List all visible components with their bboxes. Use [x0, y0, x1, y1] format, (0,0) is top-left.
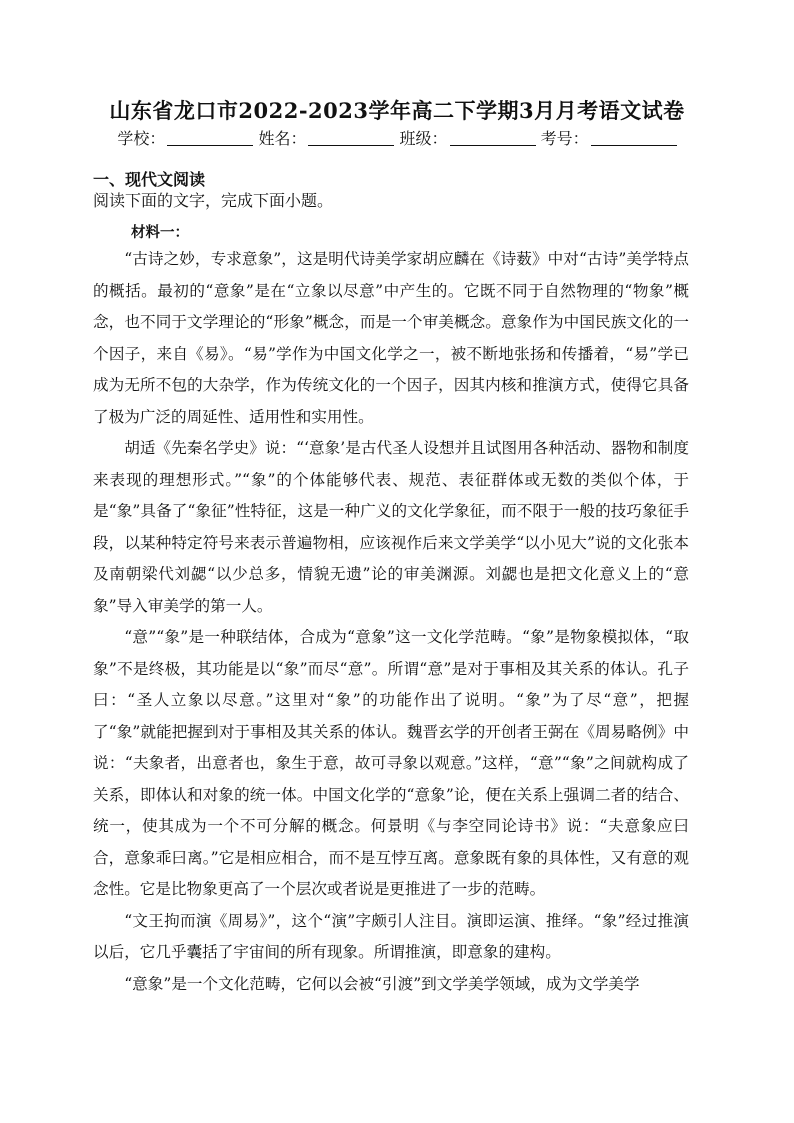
- class-field: [400, 126, 536, 149]
- reading-instruction: 阅读下面的文字，完成下面小题。: [93, 191, 334, 210]
- exam-title: 山东省龙口市2022-2023学年高二下学期3月月考语文试卷: [109, 98, 685, 123]
- class-blank[interactable]: [450, 131, 536, 146]
- school-label: 学校：: [117, 129, 166, 148]
- passage-paragraph: “文王拘而演《周易》”，这个“演”字颇引人注目。演即运演、推绎。“象”经过推演以后，它几乎囊括了宇宙间的所有现象。所谓推演，即意象的建构。: [93, 911, 689, 961]
- passage-paragraph: “意象”是一个文化范畴，它何以会被“引渡”到文学美学领域，成为文学美学: [124, 974, 640, 993]
- exam-number-field: [541, 126, 677, 149]
- passage-paragraph: “意”“象”是一种联结体，合成为“意象”这一文化学范畴。“象”是物象模拟体，“取象”不是终极，其功能是以“象”而尽“意”。所谓“意”是对于事相及其关系的体认。孔子曰：“圣人立象以尽意。”这里对“象”的功能作出了说明。“象”为了尽“意”，把握了“象”就能把握到对于事相及其关系的体认。魏晋玄学的开创者王弼在《周易略例》中说：“夫象者，出意者也，象生于意，故可寻象以观意。”这样，“意”“象”之间就构成了关系，即体认和对象的统一体。中国文化学的“意象”论，便在关系上强调二者的结合、统一，使其成为一个不可分解的概念。何景明《与李空同论诗书》说：“夫意象应曰合，意象乖曰离。”它是相应相合，而不是互悖互离。意象既有象的具体性，又有意的观念性。它是比物象更高了一个层次或者说是更推进了一步的范畴。: [93, 628, 689, 898]
- name-label: 姓名：: [258, 129, 307, 148]
- passage-paragraph: 胡适《先秦名学史》说：“‘意象’是古代圣人设想并且试图用各种活动、器物和制度来表现的理想形式。”“象”的个体能够代表、规范、表征群体或无数的类似个体，于是“象”具备了“象征”性特征，这是一种广义的文化学象征，而不限于一般的技巧象征手段，以某种特定符号来表示普遍物相，应该视作后来文学美学“以小见大”说的文化张本及南朝梁代刘勰“以少总多，情貌无遗”论的审美渊源。刘勰也是把文化意义上的“意象”导入审美学的第一人。: [93, 439, 689, 615]
- name-field: [258, 126, 394, 149]
- section-heading: 一、现代文阅读: [93, 170, 206, 189]
- material-label: 材料一：: [131, 224, 189, 241]
- class-label: 班级：: [399, 129, 448, 148]
- passage-paragraph: “古诗之妙，专求意象”，这是明代诗美学家胡应麟在《诗薮》中对“古诗”美学特点的概括。最初的“意象”是在“立象以尽意”中产生的。它既不同于自然物理的“物象”概念，也不同于文学理论的“形象”概念，而是一个审美概念。意象作为中国民族文化的一个因子，来自《易》。“易”学作为中国文化学之一，被不断地张扬和传播着，“易”学已成为无所不包的大杂学，作为传统文化的一个因子，因其内核和推演方式，使得它具备了极为广泛的周延性、适用性和实用性。: [93, 250, 689, 426]
- exam-number-blank[interactable]: [591, 131, 677, 146]
- exam-number-label: 考号：: [540, 129, 589, 148]
- school-blank[interactable]: [167, 131, 253, 146]
- name-blank[interactable]: [308, 131, 394, 146]
- school-field: [117, 126, 253, 149]
- passage-body: [93, 244, 689, 1000]
- student-info-line: [0, 126, 794, 149]
